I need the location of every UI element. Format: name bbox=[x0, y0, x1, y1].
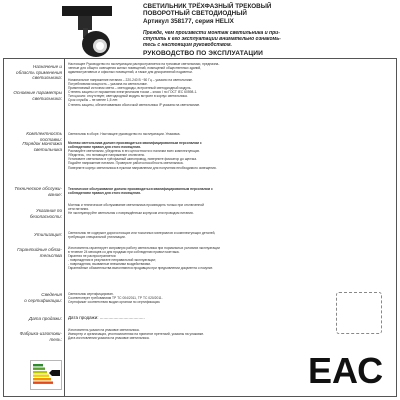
text-line: Техническое обслуживание должно производиться квалифицированным персоналом с bbox=[68, 187, 213, 191]
energy-class-label-icon bbox=[30, 360, 62, 390]
text-line: Сертификат соответствия выдан органом по сертификации. bbox=[68, 300, 161, 305]
text-line: Светильник сертифицирован. bbox=[68, 292, 114, 296]
text-line: Изготовитель гарантирует исправную работу светильника при нормальных условиях эксплуатации bbox=[68, 246, 220, 250]
block-manufacturer bbox=[68, 328, 300, 340]
text-line: Монтаж светильника должен производиться квалифицированным персоналом с bbox=[68, 141, 202, 145]
label-line: Назначение и bbox=[32, 64, 62, 69]
label-disposal bbox=[4, 232, 62, 238]
text-line: Номинальное напряжение питания – 220-240 В ~50 Гц – указано на светильнике. bbox=[68, 78, 193, 82]
block-install bbox=[68, 141, 394, 170]
label-line: Дата продажи: bbox=[28, 316, 62, 321]
label-line: Основные параметры bbox=[13, 90, 62, 95]
label-line: Порядок монтажа bbox=[22, 141, 62, 146]
block-cert bbox=[68, 292, 330, 304]
label-params bbox=[4, 90, 62, 101]
text-line: Импортер и организация, уполномоченная на принятие претензий, указаны на упаковке. bbox=[68, 332, 205, 337]
intro-line: ступить к его эксплуатации внимательно ознакомь- bbox=[143, 36, 281, 43]
text-line: Подайте напряжение питания. Проверьте работоспособность светильника. bbox=[68, 161, 184, 166]
header-line-2: ПОВОРОТНЫЙ СВЕТОДИОДНЫЙ bbox=[143, 10, 247, 18]
label-service bbox=[4, 186, 62, 197]
label-line: о сертификации: bbox=[24, 297, 62, 303]
seller-stamp-area bbox=[336, 292, 382, 334]
header-line-1: СВЕТИЛЬНИК ТРЁХФАЗНЫЙ ТРЕКОВЫЙ bbox=[143, 3, 272, 10]
block-disposal bbox=[68, 231, 394, 239]
eac-mark-icon bbox=[306, 350, 384, 391]
text-line: Гарантийные обязательства выполняются продавцом при предъявлении документа о покупке. bbox=[68, 266, 214, 271]
text-line: Срок службы – не менее 1,5 лет. bbox=[68, 98, 119, 103]
label-line: Указания по bbox=[35, 208, 62, 213]
text-line: Светильник в сборе. Настоящее руководство по эксплуатации. Упаковка. bbox=[68, 132, 181, 136]
label-sale-date bbox=[4, 316, 62, 322]
text-line: Степень защиты, обеспечиваемая оболочкой светильника IP указана на светильнике. bbox=[68, 102, 201, 107]
text-line: Не эксплуатируйте светильник с повреждённым корпусом или проводом питания. bbox=[68, 211, 194, 216]
label-line: Фабрика-изготови- bbox=[19, 331, 62, 336]
text-line: Убедитесь, что питающее напряжение отключено. bbox=[68, 153, 146, 158]
label-line: вание: bbox=[48, 191, 62, 197]
text-line: Поверните корпус светильника в нужном направлении для получения необходимого освещения. bbox=[68, 165, 217, 170]
text-line: административных и офисных помещений, а также для декоративной подсветки. bbox=[68, 70, 193, 75]
label-line: Гарантийные обяза- bbox=[17, 247, 62, 252]
label-install bbox=[4, 141, 62, 152]
text-line: соблюдением правил для этого помещения. bbox=[68, 145, 142, 150]
text-line: Установите светильник в трёхфазный шинопровод, поверните фиксатор до щелчка. bbox=[68, 157, 197, 162]
text-line: Дата изготовления указана на упаковке светильника. bbox=[68, 336, 150, 341]
header-article: Артикул 358177, серия HELIX bbox=[143, 17, 234, 25]
text-line: соблюдением правил для этого помещения. bbox=[68, 191, 142, 196]
sale-date-field[interactable]: Дата продажи: .................................... bbox=[68, 315, 145, 320]
text-line: Настоящее Руководство по эксплуатации распространяется на трековые светильники, предназна- bbox=[68, 62, 220, 66]
product-header bbox=[143, 3, 395, 25]
label-line: Техническое обслужи- bbox=[14, 186, 62, 191]
block-safety bbox=[68, 203, 394, 215]
label-line: светильника: bbox=[32, 75, 62, 81]
text-line: Степень защиты от поражения электрическим током – класс I по ГОСТ IEC 60598-1. bbox=[68, 90, 198, 95]
label-line: светильника: bbox=[32, 95, 62, 101]
label-manufacturer bbox=[4, 331, 62, 342]
text-line: ченные для общего освещения жилых помещений, помещений общественных зданий, bbox=[68, 66, 202, 71]
text-line: Потребляемая мощность – указана на светильнике. bbox=[68, 82, 148, 87]
text-line: - повреждения в результате неправильной эксплуатации; bbox=[68, 258, 156, 263]
text-line: Изготовитель указан на упаковке светильника. bbox=[68, 328, 140, 332]
block-purpose bbox=[68, 62, 394, 74]
label-purpose bbox=[4, 64, 62, 81]
block-warranty bbox=[68, 246, 394, 271]
text-line: Гарантия не распространяется: bbox=[68, 254, 117, 259]
eac-mark-text: ЕАС bbox=[308, 350, 384, 391]
block-params bbox=[68, 78, 394, 107]
intro-line: тесь с настоящим руководством. bbox=[143, 42, 232, 49]
text-line: - повреждения, вызванные внешними воздействиями. bbox=[68, 262, 152, 267]
text-line: Применяемый источник света – светодиоды, встроенный светодиодный модуль. bbox=[68, 86, 192, 91]
label-line: Комплектность поставки: bbox=[26, 131, 62, 142]
block-service bbox=[68, 187, 394, 195]
text-line: сети питания. bbox=[68, 207, 89, 212]
label-safety bbox=[4, 208, 62, 219]
manual-title: РУКОВОДСТВО ПО ЭКСПЛУАТАЦИИ bbox=[143, 50, 263, 57]
text-line: Светильник не содержит дорогостоящих или токсичных материалов и комплектующих деталей, bbox=[68, 231, 216, 235]
intro-line: Прежде, чем произвести монтаж светильника и при- bbox=[143, 30, 280, 36]
intro-warning bbox=[143, 30, 395, 49]
content-frame bbox=[3, 58, 397, 397]
text-line: Тип цоколя: отсутствует, светодиодный модуль встроен в корпус светильника. bbox=[68, 94, 188, 99]
text-line: Распакуйте светильник, убедитесь в его целостности и наличии всех комплектующих. bbox=[68, 149, 201, 154]
column-divider bbox=[64, 58, 65, 397]
label-line: Сведения bbox=[41, 292, 62, 297]
label-line: область применения bbox=[16, 69, 62, 75]
label-cert bbox=[4, 292, 62, 303]
label-line: тель: bbox=[49, 336, 62, 342]
text-line: требующих специальной утилизации. bbox=[68, 235, 126, 240]
label-line: светильника bbox=[33, 146, 62, 152]
label-line: Утилизация: bbox=[33, 232, 62, 237]
text-line: Соответствует требованиям ТР ТС 004/2011, ТР ТС 020/2011. bbox=[68, 296, 163, 301]
track-spotlight-illustration bbox=[62, 2, 132, 62]
text-line: в течение 24 месяцев со дня продажи при соблюдении правил монтажа. bbox=[68, 250, 180, 255]
label-line: тельства bbox=[39, 252, 62, 258]
text-line: Монтаж и техническое обслуживание светильника производить только при отключенной bbox=[68, 203, 204, 207]
label-warranty bbox=[4, 247, 62, 258]
block-kit bbox=[68, 132, 394, 136]
label-line: безопасности: bbox=[29, 213, 62, 219]
